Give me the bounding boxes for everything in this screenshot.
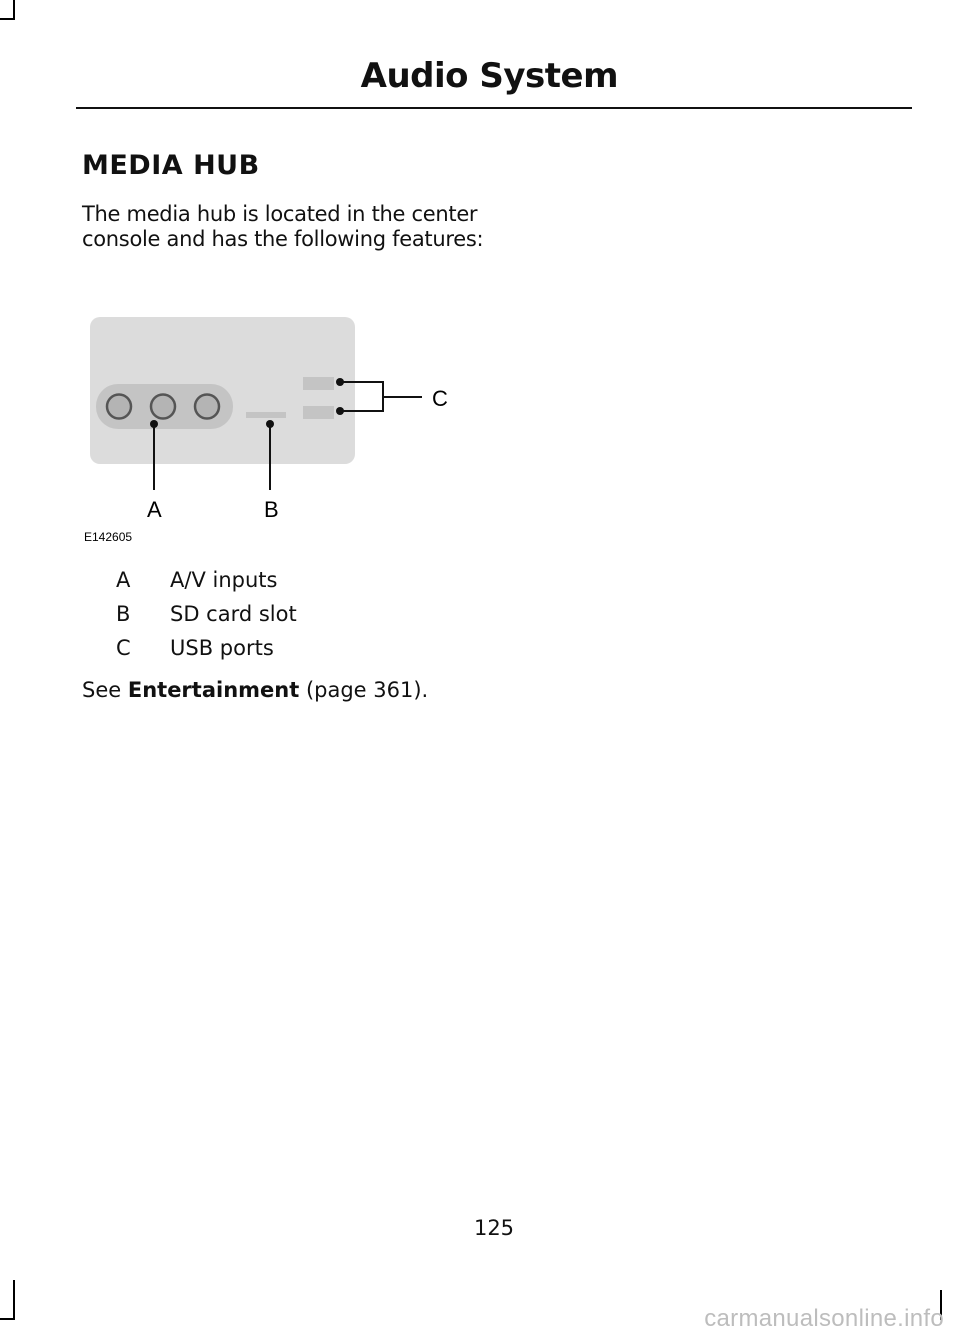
sd-card-slot [246,412,286,418]
crop-mark-top-left-v [13,0,15,20]
legend-text: A/V inputs [170,568,278,592]
media-hub-figure [76,300,496,550]
leader-dot-a [150,420,158,428]
media-hub-diagram [76,300,496,550]
intro-paragraph: The media hub is located in the center console and has the following features: [82,202,484,251]
legend-letter: B [116,602,131,626]
crop-mark-bottom-left-v [13,1280,15,1320]
section-title: MEDIA HUB [82,150,260,181]
av-input-jack-3 [195,395,219,419]
legend-letter: C [116,636,131,660]
av-input-jack-1 [107,395,131,419]
crop-mark-bottom-left-h [0,1318,15,1320]
entertainment-link[interactable]: Entertainment [127,678,300,702]
header-rule [76,107,912,109]
header-title: Audio System [360,56,618,96]
cross-reference-prefix: See [82,678,122,702]
callout-c: C [432,386,448,411]
watermark: carmanualsonline.info [704,1305,944,1332]
legend-text: SD card slot [170,602,297,626]
legend-letter: A [116,568,131,592]
page-number: 125 [473,1216,515,1240]
callout-a: A [147,497,162,522]
cross-reference-suffix: (page 361). [299,678,429,702]
callout-b: B [264,497,279,522]
usb-port-2 [303,406,334,419]
av-input-jack-2 [151,395,175,419]
cross-reference [82,678,428,702]
usb-port-1 [303,377,334,390]
legend-text: USB ports [170,636,274,660]
leader-dot-b [266,420,274,428]
figure-code: E142605 [84,530,133,544]
crop-mark-top-left-h [0,18,15,20]
